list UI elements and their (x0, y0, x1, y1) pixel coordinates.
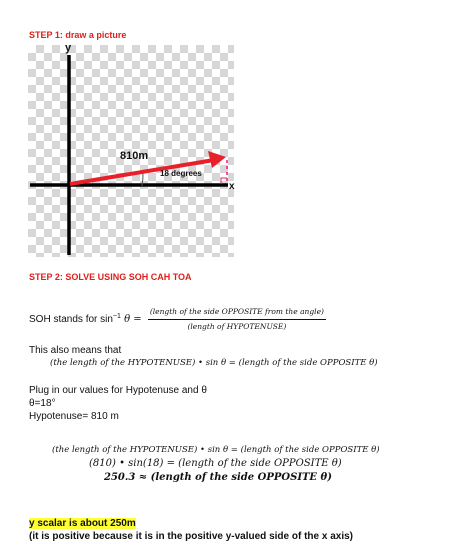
step2-title: STEP 2: SOLVE USING SOH CAH TOA (29, 272, 192, 282)
plugin-line3: Hypotenuse= 810 m (29, 411, 119, 422)
y-axis-label: y (65, 42, 72, 54)
means-equation: (the length of the HYPOTENUSE) • sin θ = (length of the side OPPOSITE θ) (50, 358, 378, 368)
conclusion-line2: (it is positive because it is in the positive y-valued side of the x axis) (29, 531, 353, 542)
soh-denominator: (length of HYPOTENUSE) (187, 322, 287, 331)
angle-label: 18 degrees (160, 169, 202, 178)
vector-magnitude-label: 810m (120, 150, 149, 162)
conclusion-line1 (29, 518, 136, 530)
x-axis-label: x (229, 181, 235, 192)
final-eq3: 250.3 ≈ (length of the side OPPOSITE θ) (104, 472, 332, 483)
step1-title: STEP 1: draw a picture (29, 30, 127, 40)
soh-numerator: (length of the side OPPOSITE from the angle) (148, 306, 326, 320)
plugin-line2: θ=18° (29, 398, 56, 409)
means-intro: This also means that (29, 345, 122, 356)
soh-definition (29, 306, 326, 333)
final-eq1: (the length of the HYPOTENUSE) • sin θ = (length of the side OPPOSITE θ) (52, 445, 380, 455)
vector-arrowhead (208, 151, 226, 168)
conclusion-highlight: y scalar is about 250m (29, 518, 136, 529)
soh-fraction (148, 306, 326, 333)
inverse-superscript: −1 (112, 312, 121, 320)
soh-intro: SOH stands for sin (29, 314, 113, 326)
soh-theta-eq: θ = (120, 314, 145, 326)
final-eq2: (810) • sin(18) = (length of the side OPPOSITE θ) (89, 458, 342, 469)
right-angle-marker (221, 178, 227, 184)
plugin-line1: Plug in our values for Hypotenuse and θ (29, 385, 207, 396)
